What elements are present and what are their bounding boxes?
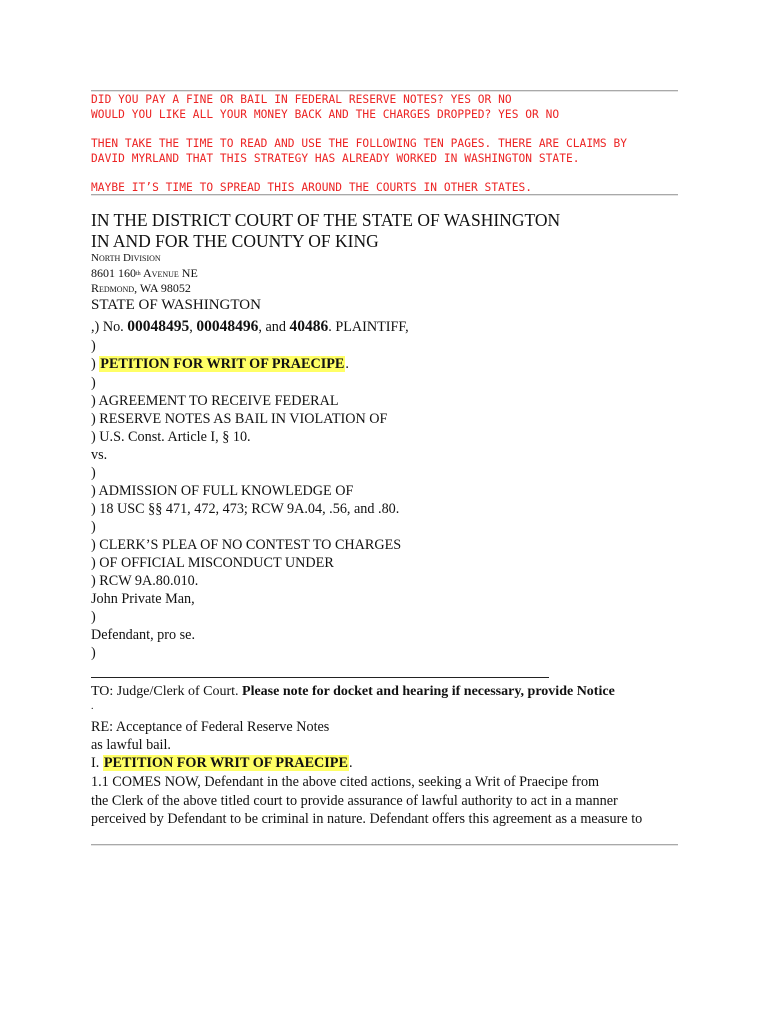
court-title-line-2: IN AND FOR THE COUNTY OF KING [91,231,379,251]
case-sep-1: , [189,319,197,335]
caption-paren: ) [91,645,96,661]
petition-title-line [91,356,349,373]
paragraph-line-3: perceived by Defendant to be criminal in nature. Defendant offers this agreement as a measure to [91,811,643,827]
plaintiff-state: STATE OF WASHINGTON [91,297,261,313]
defendant-role: Defendant, pro se. [91,627,196,643]
court-title-line-1: IN THE DISTRICT COURT OF THE STATE OF WASHINGTON [91,210,561,230]
clerk-line-1: ) CLERK’S PLEA OF NO CONTEST TO CHARGES [91,537,402,553]
petition-period: . [345,356,349,372]
case-number-3: 40486 [289,318,329,335]
caption-paren: ) [91,465,96,481]
street-name: Avenue NE [140,266,198,280]
clerk-line-2: ) OF OFFICIAL MISCONDUCT UNDER [91,555,334,571]
re-line-2: as lawful bail. [91,737,171,753]
to-dot: . [91,701,94,712]
notice-line-5: MAYBE IT’S TIME TO SPREAD THIS AROUND THE COURTS IN OTHER STATES. [91,181,533,194]
paragraph-line-1: 1.1 COMES NOW, Defendant in the above cited actions, seeking a Writ of Praecipe from [91,774,600,790]
caption-paren: ) [91,375,96,391]
section-number: I. [91,755,103,771]
agreement-line-1: ) AGREEMENT TO RECEIVE FEDERAL [91,393,339,409]
to-instruction: Please note for docket and hearing if necessary, provide Notice [242,684,615,699]
city-name: Redmond [91,281,135,295]
agreement-line-3: ) U.S. Const. Article I, § 10. [91,429,251,445]
notice-line-4: DAVID MYRLAND THAT THIS STRATEGY HAS ALREADY WORKED IN WASHINGTON STATE. [91,152,580,165]
caption-paren: ) [91,338,96,354]
notice-line-3: THEN TAKE THE TIME TO READ AND USE THE FOLLOWING TEN PAGES. THERE ARE CLAIMS BY [91,137,628,150]
case-no-prefix: ,) No. [91,319,128,335]
bottom-divider [91,844,678,846]
clerk-line-3: ) RCW 9A.80.010. [91,573,199,589]
caption-paren: ) [91,609,96,625]
re-line-1: RE: Acceptance of Federal Reserve Notes [91,719,330,735]
court-city [91,281,191,295]
case-number-1: 00048495 [127,318,190,335]
court-division: North Division [91,252,161,264]
caption-paren: ) [91,519,96,535]
section-heading [91,755,353,772]
petition-title: PETITION FOR WRIT OF PRAECIPE [100,356,345,372]
to-line [91,683,615,700]
agreement-line-2: ) RESERVE NOTES AS BAIL IN VIOLATION OF [91,411,388,427]
street-suffix: th [136,271,141,277]
admission-line-1: ) ADMISSION OF FULL KNOWLEDGE OF [91,483,354,499]
defendant-name: John Private Man, [91,591,195,607]
case-numbers [91,318,409,336]
section-title: PETITION FOR WRIT OF PRAECIPE [103,755,348,771]
court-street [91,266,198,281]
street-number: 8601 160 [91,266,136,280]
admission-line-2: ) 18 USC §§ 471, 472, 473; RCW 9A.04, .56, and .80. [91,501,400,517]
case-number-2: 00048496 [196,318,259,335]
notice-line-2: WOULD YOU LIKE ALL YOUR MONEY BACK AND THE CHARGES DROPPED? YES OR NO [91,108,560,121]
section-period: . [348,755,353,771]
plaintiff-label: . PLAINTIFF, [328,319,409,335]
versus-label: vs. [91,447,108,463]
to-label: TO: Judge/Clerk of Court. [91,684,243,699]
case-sep-2: , and [258,319,290,335]
signature-line [91,677,549,678]
paragraph-line-2: the Clerk of the above titled court to provide assurance of lawful authority to act in a manner [91,793,618,809]
state-zip: , WA 98052 [134,281,191,295]
paren-prefix: ) [91,356,100,372]
notice-line-1: DID YOU PAY A FINE OR BAIL IN FEDERAL RESERVE NOTES? YES OR NO [91,93,512,106]
notice-divider [91,194,678,196]
